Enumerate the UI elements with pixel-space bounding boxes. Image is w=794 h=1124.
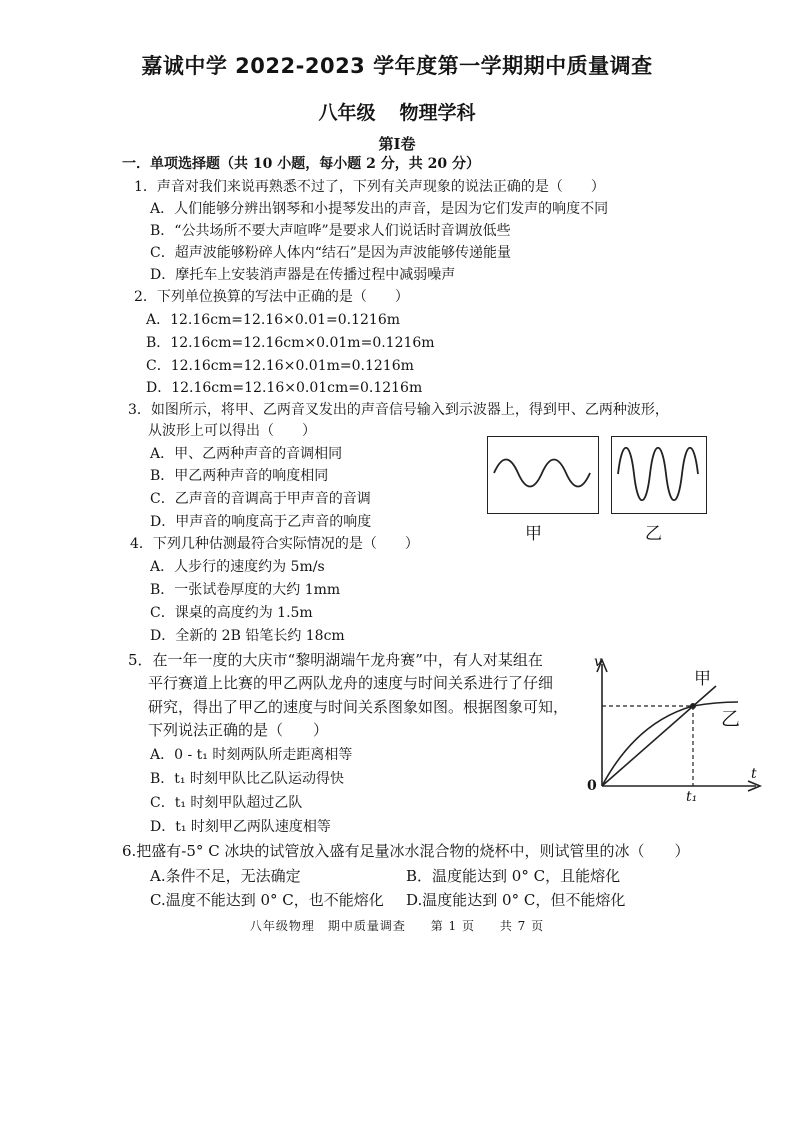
q4-stem: 4．下列几种估测最符合实际情况的是（ ）: [130, 536, 419, 552]
q6-option-a: A.条件不足，无法确定: [150, 867, 301, 885]
q1-stem: 1．声音对我们来说再熟悉不过了，下列有关声现象的说法正确的是（ ）: [134, 179, 605, 195]
q5-option-d: D．t₁ 时刻甲乙两队速度相等: [150, 819, 331, 835]
q3-option-b: B．甲乙两种声音的响度相同: [150, 468, 329, 484]
q6-option-c: C.温度不能达到 0° C，也不能熔化: [150, 891, 384, 909]
q6-option-d: D.温度能达到 0° C，但不能熔化: [406, 891, 626, 909]
graph-yi-label: 乙: [721, 708, 741, 730]
section-heading: 一．单项选择题（共 10 小题，每小题 2 分，共 20 分）: [122, 156, 480, 172]
page-footer: [0, 917, 794, 934]
q4-option-b: B．一张试卷厚度的大约 1mm: [150, 582, 341, 598]
q1-option-b: B．“公共场所不要大声喧哗”是要求人们说话时音调放低些: [150, 223, 511, 239]
q5-stem-line2: 平行赛道上比赛的甲乙两队龙舟的速度与时间关系进行了仔细: [148, 674, 554, 692]
waveform-jia-box: [487, 436, 599, 514]
subject-label: 物理学科: [399, 102, 476, 124]
q5-option-c: C．t₁ 时刻甲队超过乙队: [150, 795, 303, 811]
graph-t1-label: t₁: [686, 789, 698, 805]
q2-option-a: A．12.16cm=12.16×0.01=0.1216m: [146, 312, 401, 328]
q6-option-b: B．温度能达到 0° C，且能熔化: [406, 867, 621, 885]
q4-option-d: D．全新的 2B 铅笔长约 18cm: [150, 628, 345, 644]
exam-title: 嘉诚中学 2022-2023 学年度第一学期期中质量调查: [141, 54, 653, 78]
q2-option-b: B．12.16cm=12.16cm×0.01m=0.1216m: [146, 335, 435, 351]
exam-subtitle: [0, 98, 794, 125]
graph-origin-label: 0: [587, 778, 597, 794]
waveform-jia-label: 甲: [525, 524, 542, 544]
grade-label: 八年级: [318, 102, 376, 124]
q3-stem-line2: 从波形上可以得出（ ）: [148, 423, 316, 439]
graph-jia-label: 甲: [694, 669, 711, 689]
q3-stem-line1: 3．如图所示，将甲、乙两音叉发出的声音信号输入到示波器上，得到甲、乙两种波形，: [128, 402, 669, 418]
footer-page-number: 第 1 页: [430, 919, 475, 933]
q3-option-a: A．甲、乙两种声音的音调相同: [150, 446, 343, 462]
q5-option-b: B．t₁ 时刻甲队比乙队运动得快: [150, 771, 344, 787]
waveform-yi-label: 乙: [645, 524, 662, 544]
volume-label: 第Ⅰ卷: [378, 135, 416, 153]
graph-t-label: t: [751, 766, 757, 782]
graph-line-jia: [602, 686, 716, 786]
q5-stem-line3: 研究，得出了甲乙的速度与时间关系图象如图。根据图象可知，: [148, 698, 569, 716]
q3-option-c: C．乙声音的音调高于甲声音的音调: [150, 491, 371, 507]
q4-option-c: C．课桌的高度约为 1.5m: [150, 605, 313, 621]
waveform-jia: [488, 437, 597, 512]
q1-option-a: A．人们能够分辨出钢琴和小提琴发出的声音，是因为它们发声的响度不同: [150, 201, 609, 217]
q2-option-d: D．12.16cm=12.16×0.01cm=0.1216m: [146, 380, 423, 396]
q3-option-d: D．甲声音的响度高于乙声音的响度: [150, 514, 372, 530]
q4-option-a: A．人步行的速度约为 5m/s: [150, 559, 325, 575]
footer-course: 八年级物理 期中质量调查: [249, 919, 406, 933]
q2-stem: 2．下列单位换算的写法中正确的是（ ）: [134, 289, 409, 305]
graph-v-label: v: [594, 654, 602, 670]
waveform-yi: [612, 437, 705, 512]
q2-option-c: C．12.16cm=12.16×0.01m=0.1216m: [146, 358, 414, 374]
q5-stem-line4: 下列说法正确的是（ ）: [148, 721, 329, 739]
graph-curve-yi: [602, 702, 741, 786]
footer-page-total: 共 7 页: [499, 919, 545, 933]
waveform-yi-box: [611, 436, 707, 514]
q1-option-c: C．超声波能够粉碎人体内“结石”是因为声波能够传递能量: [150, 245, 512, 261]
q5-velocity-time-graph: [580, 650, 770, 810]
q5-option-a: A．0 - t₁ 时刻两队所走距离相等: [150, 747, 353, 763]
q5-stem-line1: 5．在一年一度的大庆市“黎明湖端午龙舟赛”中，有人对某组在: [128, 651, 543, 669]
q6-stem: 6.把盛有-5° C 冰块的试管放入盛有足量冰水混合物的烧杯中，则试管里的冰（ ）: [122, 842, 690, 860]
q1-option-d: D．摩托车上安装消声器是在传播过程中减弱噪声: [150, 267, 456, 283]
graph-intersection-point: [690, 703, 696, 709]
